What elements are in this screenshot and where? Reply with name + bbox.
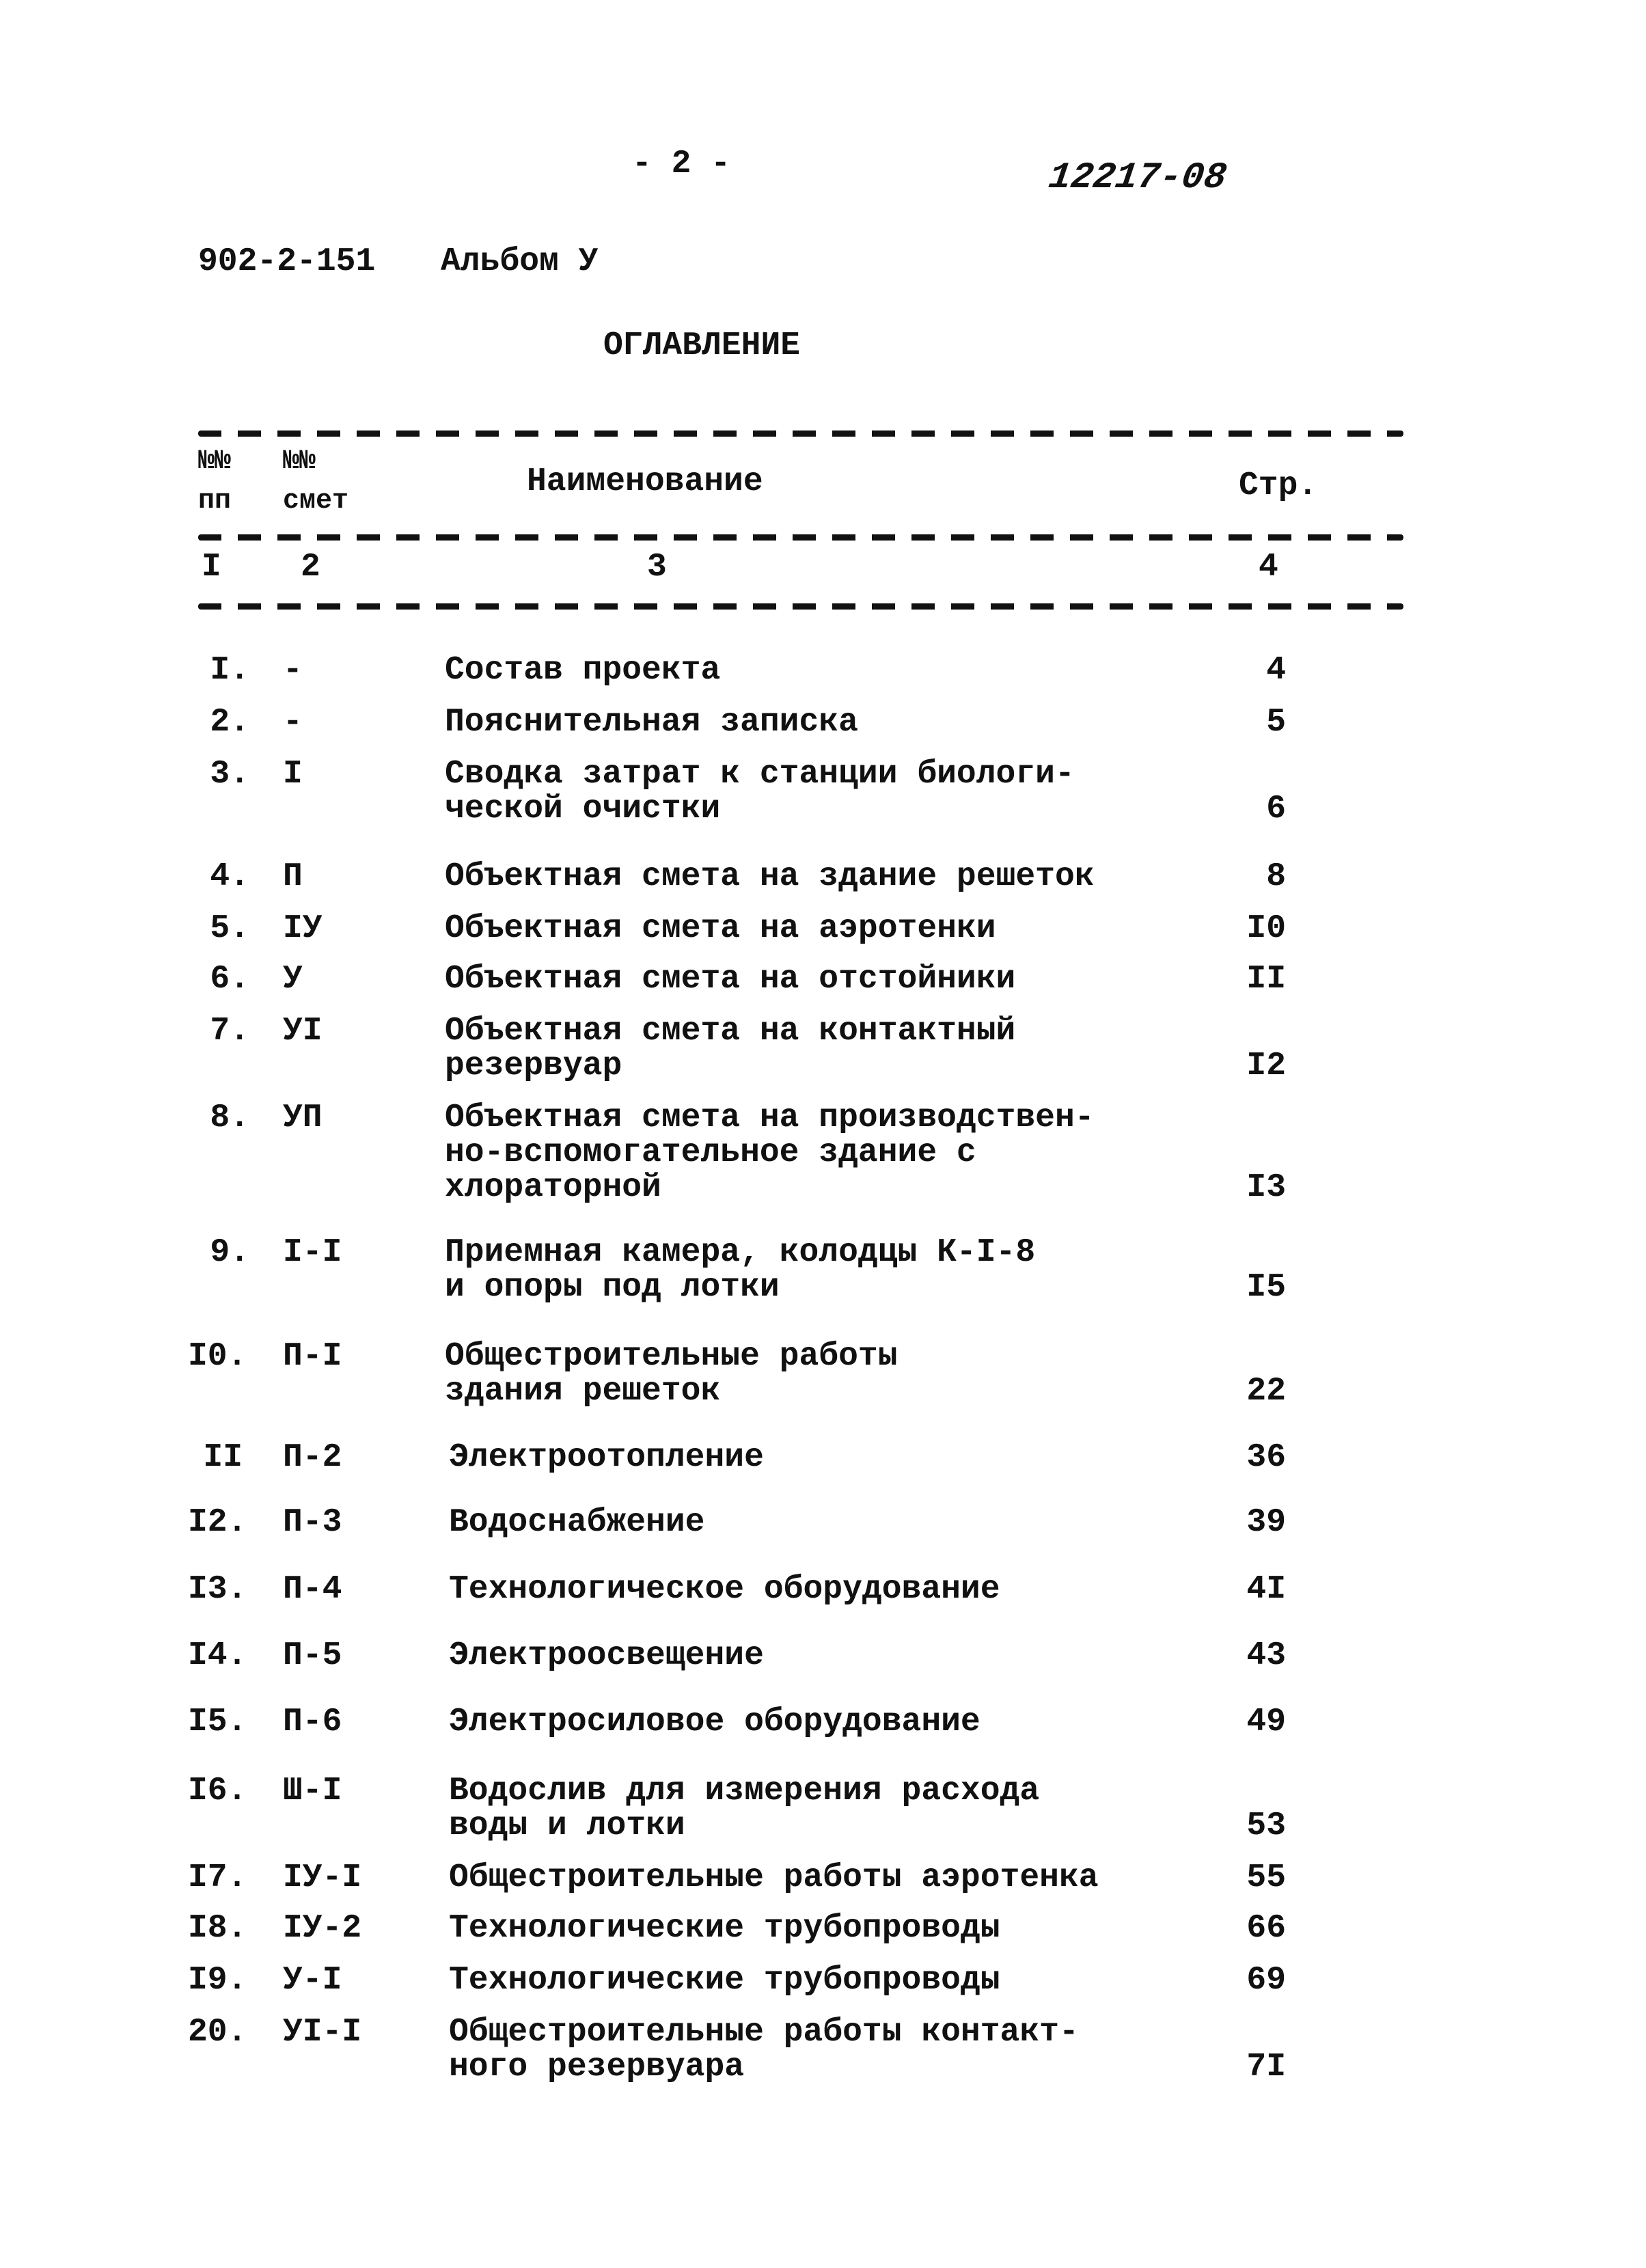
row-number: I9. <box>188 1962 247 1999</box>
row-number: 6. <box>210 961 249 998</box>
row-page: I5 <box>1246 1269 1286 1306</box>
estimate-number: П-2 <box>283 1439 342 1476</box>
row-page: II <box>1246 961 1286 998</box>
row-number: I0. <box>188 1338 247 1375</box>
row-number: 3. <box>210 756 249 793</box>
row-title-line: Технологические трубопроводы <box>449 1910 1000 1947</box>
row-number: I7. <box>188 1859 247 1896</box>
estimate-number: Ш-I <box>283 1773 342 1809</box>
divider <box>198 534 1403 541</box>
row-title-line: Приемная камера, колодцы К-I-8 <box>445 1234 1036 1271</box>
row-number: 7. <box>210 1013 249 1050</box>
row-page: 39 <box>1246 1504 1286 1541</box>
estimate-number: IУ-I <box>283 1859 362 1896</box>
estimate-number: УI-I <box>283 2014 362 2051</box>
row-number: I. <box>210 652 249 689</box>
col-number-3: 3 <box>647 549 667 586</box>
estimate-number: П-I <box>283 1338 342 1375</box>
row-number: I3. <box>188 1571 247 1608</box>
row-number: 8. <box>210 1099 249 1136</box>
row-number: II <box>203 1439 243 1476</box>
estimate-number: I <box>283 756 303 793</box>
row-number: I2. <box>188 1504 247 1541</box>
row-number: 2. <box>210 704 249 741</box>
row-title-line: Сводка затрат к станции биологи- <box>445 756 1075 793</box>
row-title-line: ного резервуара <box>449 2049 745 2086</box>
row-number: 20. <box>188 2014 247 2051</box>
estimate-number: У <box>283 961 303 998</box>
row-title-line: Объектная смета на отстойники <box>445 961 1016 998</box>
row-page: 53 <box>1246 1807 1286 1844</box>
header-col1-b: пп <box>198 486 232 517</box>
row-page: I2 <box>1246 1048 1286 1084</box>
estimate-number: IУ-2 <box>283 1910 362 1947</box>
row-title-line: Объектная смета на аэротенки <box>445 910 996 947</box>
row-title-line: резервуар <box>445 1048 622 1084</box>
header-page: Стр. <box>1239 467 1318 504</box>
row-title-line: Объектная смета на здание решеток <box>445 858 1095 895</box>
estimate-number: У-I <box>283 1962 342 1999</box>
row-title-line: Водослив для измерения расхода <box>449 1773 1040 1809</box>
row-page: 22 <box>1246 1373 1286 1410</box>
row-title-line: Технологическое оборудование <box>449 1571 1000 1608</box>
row-page: 6 <box>1266 791 1286 828</box>
row-title-line: и опоры под лотки <box>445 1269 780 1306</box>
row-page: 55 <box>1246 1859 1286 1896</box>
row-page: 66 <box>1246 1910 1286 1947</box>
row-title-line: но-вспомогательное здание с <box>445 1134 976 1171</box>
row-number: I5. <box>188 1704 247 1740</box>
page-number: - 2 - <box>632 146 731 182</box>
estimate-number: П-6 <box>283 1704 342 1740</box>
header-name: Наименование <box>527 463 763 500</box>
page-title: ОГЛАВЛЕНИЕ <box>603 327 801 364</box>
row-title-line: Электросиловое оборудование <box>449 1704 980 1740</box>
project-number: 902-2-151 <box>198 243 376 280</box>
divider <box>198 603 1403 610</box>
row-number: 4. <box>210 858 249 895</box>
row-number: I6. <box>188 1773 247 1809</box>
estimate-number: IУ <box>283 910 323 947</box>
estimate-number: - <box>283 704 303 741</box>
row-title-line: Состав проекта <box>445 652 721 689</box>
row-page: 4I <box>1246 1571 1286 1608</box>
row-page: 69 <box>1246 1962 1286 1999</box>
col-number-2: 2 <box>301 549 320 586</box>
header-col1-a: №№ <box>198 446 232 477</box>
row-page: 7I <box>1246 2049 1286 2086</box>
estimate-number: УI <box>283 1013 323 1050</box>
row-title-line: здания решеток <box>445 1373 721 1410</box>
row-title-line: ческой очистки <box>445 791 721 828</box>
divider <box>198 431 1403 437</box>
row-title-line: Общестроительные работы аэротенка <box>449 1859 1099 1896</box>
row-page: I3 <box>1246 1169 1286 1206</box>
estimate-number: I-I <box>283 1234 342 1271</box>
row-title-line: воды и лотки <box>449 1807 685 1844</box>
row-title-line: Водоснабжение <box>449 1504 705 1541</box>
album-label: Альбом У <box>441 243 599 280</box>
row-page: 36 <box>1246 1439 1286 1476</box>
row-page: 43 <box>1246 1637 1286 1674</box>
row-page: 4 <box>1266 652 1286 689</box>
row-title-line: Технологические трубопроводы <box>449 1962 1000 1999</box>
estimate-number: П-4 <box>283 1571 342 1608</box>
row-title-line: Общестроительные работы контакт- <box>449 2014 1079 2051</box>
row-title-line: Общестроительные работы <box>445 1338 898 1375</box>
row-number: 5. <box>210 910 249 947</box>
row-title-line: Электроотопление <box>449 1439 764 1476</box>
row-page: 8 <box>1266 858 1286 895</box>
estimate-number: П-5 <box>283 1637 342 1674</box>
estimate-number: УП <box>283 1099 323 1136</box>
estimate-number: П-3 <box>283 1504 342 1541</box>
estimate-number: - <box>283 652 303 689</box>
row-number: I4. <box>188 1637 247 1674</box>
header-col2-b: смет <box>283 486 349 517</box>
row-title-line: Электроосвещение <box>449 1637 764 1674</box>
row-number: 9. <box>210 1234 249 1271</box>
estimate-number: П <box>283 858 303 895</box>
row-page: 49 <box>1246 1704 1286 1740</box>
row-number: I8. <box>188 1910 247 1947</box>
col-number-4: 4 <box>1259 549 1278 586</box>
col-number-1: I <box>202 549 221 586</box>
row-page: 5 <box>1266 704 1286 741</box>
row-title-line: Пояснительная записка <box>445 704 858 741</box>
row-title-line: Объектная смета на производствен- <box>445 1099 1095 1136</box>
header-col2-a: №№ <box>283 446 316 477</box>
row-page: I0 <box>1246 910 1286 947</box>
document-code: 12217-08 <box>1045 157 1229 199</box>
row-title-line: хлораторной <box>445 1169 661 1206</box>
row-title-line: Объектная смета на контактный <box>445 1013 1016 1050</box>
